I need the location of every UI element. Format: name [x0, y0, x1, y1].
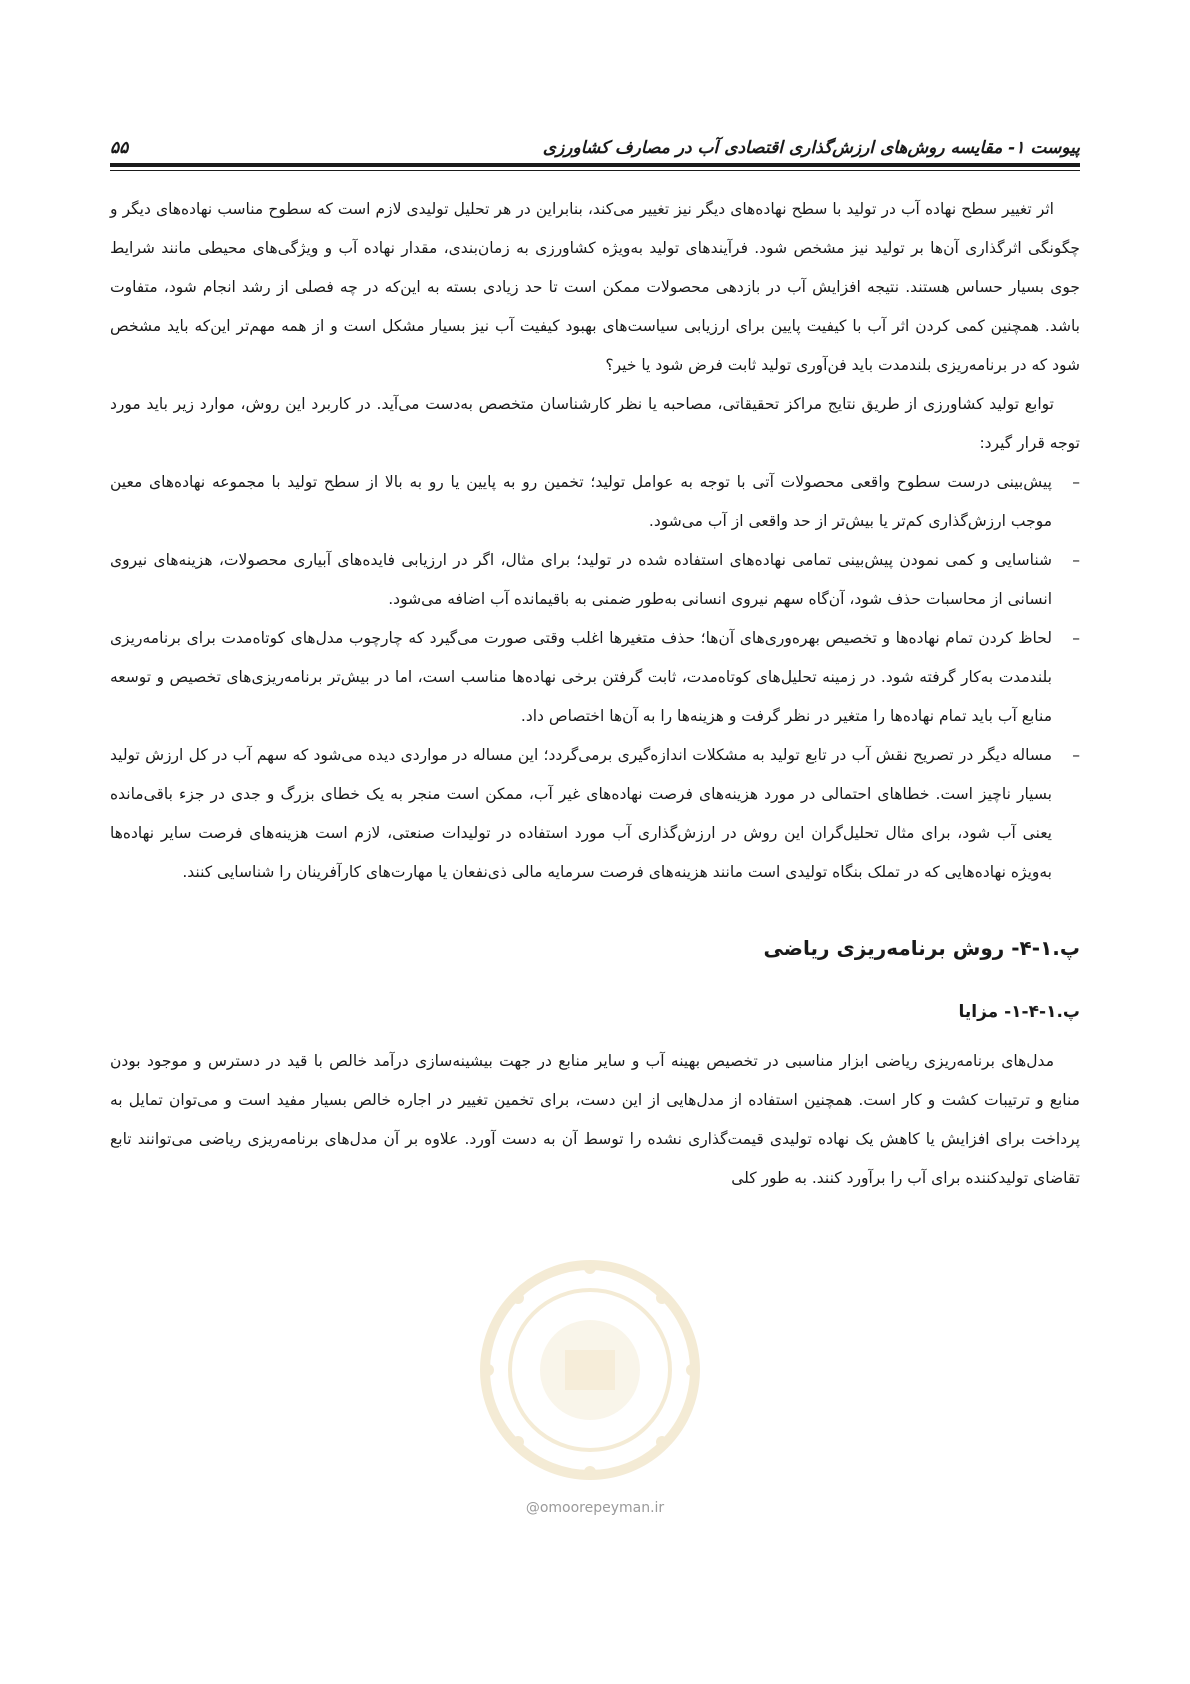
list-item-text: پیش‌بینی درست سطوح واقعی محصولات آتی با توجه به عوامل تولید؛ تخمین رو به پایین یا رو به بالا از سطح تولید با مجموعه نهاده‌های معین موجب ارزش‌گذاری کم‌تر یا بیش‌تر از حد واقعی از آب می‌شود. — [110, 473, 1052, 530]
bullet-dash: – — [1072, 551, 1080, 569]
header-rule-thick — [110, 163, 1080, 167]
paragraph-water-input: اثر تغییر سطح نهاده آب در تولید با سطح نهاده‌های دیگر نیز تغییر می‌کند، بنابراین در هر تحلیل تولیدی لازم است که سطوح مناسب نهاده‌های دیگر و چگونگی اثرگذاری آن‌ها بر تولید نیز مشخص شود. فرآیندهای تولید به‌ویژه کشاورزی به زمان‌بندی، مقدار نهاده آب و ویژگی‌های محیطی مانند شرایط جوی بسیار حساس هستند. نتیجه افزایش آب در بازدهی محصولات ممکن است تا حد زیادی بسته به این‌که در چه فصلی از رشد انجام شود، متفاوت باشد. همچنین کمی کردن اثر آب با کیفیت پایین برای ارزیابی سیاست‌های بهبود کیفیت آب نیز بسیار مشکل است و از همه مهم‌تر این‌که باید مشخص شود که در برنامه‌ریزی بلندمدت باید فن‌آوری تولید ثابت فرض شود یا خیر؟ — [110, 200, 1080, 374]
running-header — [110, 128, 1080, 158]
list-item — [110, 463, 1080, 541]
watermark-url — [0, 1500, 1190, 1516]
list-item — [110, 619, 1080, 736]
page-number: ۵۵ — [110, 138, 129, 158]
body-content — [110, 190, 1080, 1198]
list-item — [110, 736, 1080, 892]
paragraph-production-functions: توابع تولید کشاورزی از طریق نتایج مراکز تحقیقاتی، مصاحبه یا نظر کارشناسان متخصص به‌دست می‌آید. در کاربرد این روش، موارد زیر باید مورد توجه قرار گیرد: — [110, 395, 1080, 452]
list-item — [110, 541, 1080, 619]
list-item-text: مساله دیگر در تصریح نقش آب در تابع تولید به مشکلات اندازه‌گیری برمی‌گردد؛ این مساله در مواردی دیده می‌شود که سهم آب در کل ارزش تولید بسیار ناچیز است. خطاهای احتمالی در مورد هزینه‌های فرصت نهاده‌های غیر آب، ممکن است منجر به یک خطای بزرگ و جدی در جزء باقی‌مانده یعنی آب شود، برای مثال تحلیل‌گران این روش در ارزش‌گذاری آب مورد استفاده در تولیدات صنعتی، لازم است هزینه‌های فرصت سایر نهاده‌ها به‌ویژه نهاده‌هایی که در تملک بنگاه تولیدی است مانند هزینه‌های فرصت سرمایه مالی ذی‌نفعان یا مهارت‌های کارآفرینان را شناسایی کنند. — [110, 746, 1052, 881]
running-title: پیوست ۱- مقایسه روش‌های ارزش‌گذاری اقتصادی آب در مصارف کشاورزی — [542, 138, 1080, 158]
bullet-dash: – — [1072, 629, 1080, 647]
bullet-dash: – — [1072, 473, 1080, 491]
section-heading: پ.۱-۴- روش برنامه‌ریزی ریاضی — [763, 936, 1080, 960]
watermark-seal-icon — [470, 1250, 710, 1490]
bullet-dash: – — [1072, 746, 1080, 764]
list-item-text: شناسایی و کمی نمودن پیش‌بینی تمامی نهاده‌های استفاده شده در تولید؛ برای مثال، اگر در ارزیابی فایده‌های آبیاری محصولات، هزینه‌های نیروی انسانی از محاسبات حذف شود، آن‌گاه سهم نیروی انسانی به‌طور ضمنی به باقیمانده آب اضافه می‌شود. — [110, 551, 1052, 608]
subsection-heading: پ.۱-۴-۱- مزایا — [958, 1002, 1080, 1022]
considerations-list — [110, 463, 1080, 892]
list-item-text: لحاظ کردن تمام نهاده‌ها و تخصیص بهره‌وری‌های آن‌ها؛ حذف متغیرها اغلب وقتی صورت می‌گیرد که چارچوب مدل‌های کوتاه‌مدت برای برنامه‌ریزی بلندمدت به‌کار گرفته شود. در زمینه تحلیل‌های کوتاه‌مدت، ثابت گرفتن برخی نهاده‌ها مناسب است، اما در بیش‌تر برنامه‌ریزی‌های تخصیص و توسعه منابع آب باید تمام نهاده‌ها را متغیر در نظر گرفت و هزینه‌ها را به آن‌ها اختصاص داد. — [110, 629, 1052, 725]
header-rule-thin — [110, 170, 1080, 171]
watermark-url-text: omoorepeyman.ir — [539, 1500, 665, 1516]
watermark-at-icon: @ — [525, 1500, 540, 1516]
paragraph-math-programming: مدل‌های برنامه‌ریزی ریاضی ابزار مناسبی در تخصیص بهینه آب و سایر منابع در جهت بیشینه‌سازی درآمد خالص با قید در دسترس و موجود بودن منابع و ترتیبات کشت و کار است. همچنین استفاده از مدل‌هایی از این دست، برای تخمین تغییر در اجاره خالص بسیار مفید است و می‌توان تمایل به پرداخت برای افزایش یا کاهش یک نهاده تولیدی قیمت‌گذاری نشده را توسط آن به دست آورد. علاوه بر آن مدل‌های برنامه‌ریزی ریاضی می‌توانند تابع تقاضای تولیدکننده برای آب را برآورد کنند. به طور کلی — [110, 1052, 1080, 1187]
